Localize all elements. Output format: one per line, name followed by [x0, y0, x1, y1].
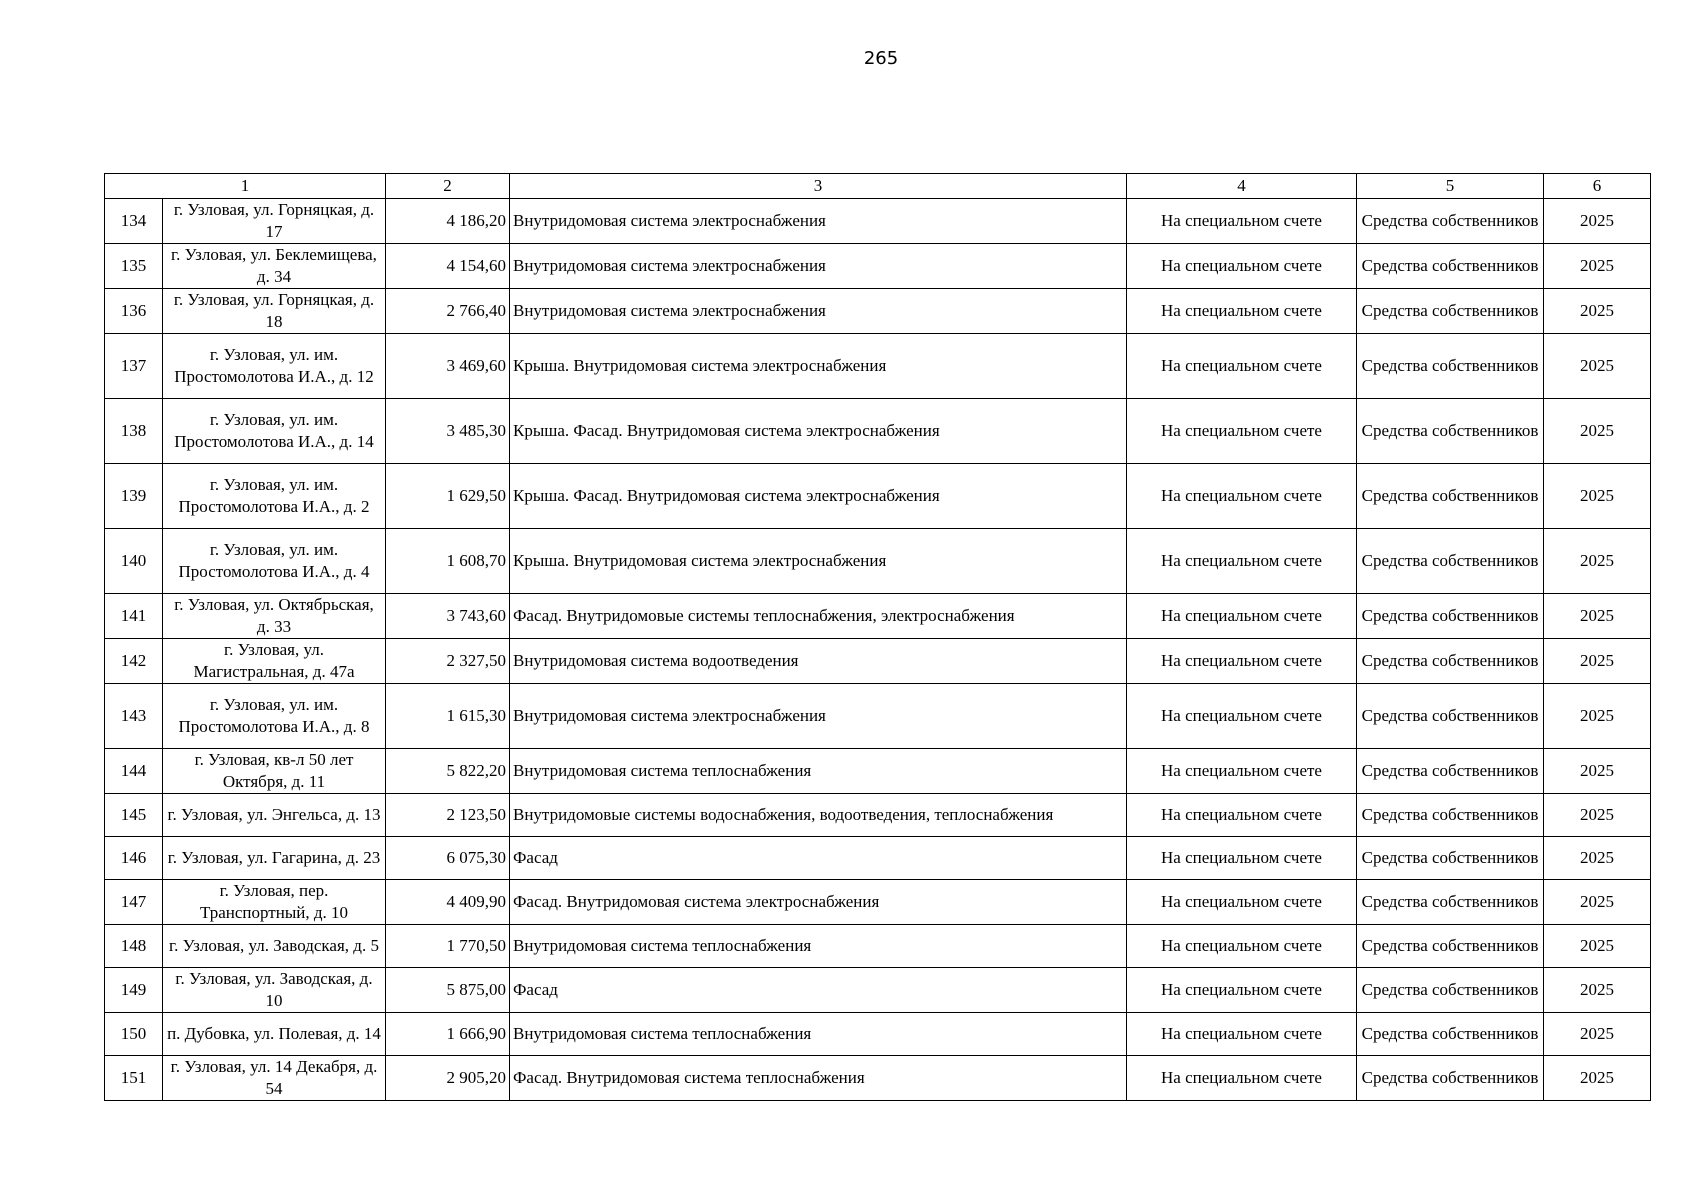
works-cell: Крыша. Внутридомовая система электроснабжения — [510, 334, 1127, 399]
address-cell: г. Узловая, ул. Заводская, д. 10 — [163, 968, 386, 1013]
table-row — [105, 684, 1651, 749]
funding-source-cell: Средства собственников — [1357, 684, 1544, 749]
address-cell: г. Узловая, ул. им. Простомолотова И.А., д. 4 — [163, 529, 386, 594]
works-cell: Внутридомовая система водоотведения — [510, 639, 1127, 684]
row-number: 150 — [105, 1013, 163, 1056]
funding-source-cell: Средства собственников — [1357, 464, 1544, 529]
year-cell: 2025 — [1544, 1056, 1651, 1101]
fund-method-cell: На специальном счете — [1127, 639, 1357, 684]
funding-source-cell: Средства собственников — [1357, 1056, 1544, 1101]
area-cell: 1 666,90 — [386, 1013, 510, 1056]
row-number: 145 — [105, 794, 163, 837]
funding-source-cell: Средства собственников — [1357, 1013, 1544, 1056]
row-number: 137 — [105, 334, 163, 399]
address-cell: г. Узловая, пер. Транспортный, д. 10 — [163, 880, 386, 925]
address-cell: г. Узловая, кв-л 50 лет Октября, д. 11 — [163, 749, 386, 794]
works-cell: Фасад — [510, 968, 1127, 1013]
funding-source-cell: Средства собственников — [1357, 199, 1544, 244]
area-cell: 5 875,00 — [386, 968, 510, 1013]
area-cell: 3 485,30 — [386, 399, 510, 464]
table-row — [105, 529, 1651, 594]
fund-method-cell: На специальном счете — [1127, 749, 1357, 794]
fund-method-cell: На специальном счете — [1127, 1056, 1357, 1101]
works-cell: Внутридомовая система электроснабжения — [510, 684, 1127, 749]
fund-method-cell: На специальном счете — [1127, 334, 1357, 399]
address-cell: г. Узловая, ул. им. Простомолотова И.А., д. 14 — [163, 399, 386, 464]
table-row — [105, 464, 1651, 529]
table-row — [105, 925, 1651, 968]
table-body — [105, 199, 1651, 1101]
year-cell: 2025 — [1544, 880, 1651, 925]
year-cell: 2025 — [1544, 639, 1651, 684]
table-row — [105, 880, 1651, 925]
area-cell: 6 075,30 — [386, 837, 510, 880]
works-cell: Внутридомовая система теплоснабжения — [510, 925, 1127, 968]
table-row — [105, 837, 1651, 880]
capital-repair-table — [104, 173, 1651, 1101]
fund-method-cell: На специальном счете — [1127, 399, 1357, 464]
fund-method-cell: На специальном счете — [1127, 244, 1357, 289]
table-header — [105, 174, 1651, 199]
area-cell: 2 327,50 — [386, 639, 510, 684]
year-cell: 2025 — [1544, 794, 1651, 837]
address-cell: г. Узловая, ул. им. Простомолотова И.А., д. 8 — [163, 684, 386, 749]
table-row — [105, 639, 1651, 684]
page-number: 265 — [863, 48, 899, 69]
row-number: 135 — [105, 244, 163, 289]
funding-source-cell: Средства собственников — [1357, 639, 1544, 684]
address-cell: г. Узловая, ул. им. Простомолотова И.А., д. 12 — [163, 334, 386, 399]
works-cell: Внутридомовые системы водоснабжения, водоотведения, теплоснабжения — [510, 794, 1127, 837]
fund-method-cell: На специальном счете — [1127, 684, 1357, 749]
address-cell: п. Дубовка, ул. Полевая, д. 14 — [163, 1013, 386, 1056]
table-row — [105, 244, 1651, 289]
table-row — [105, 594, 1651, 639]
works-cell: Фасад — [510, 837, 1127, 880]
row-number: 134 — [105, 199, 163, 244]
table-row — [105, 968, 1651, 1013]
row-number: 147 — [105, 880, 163, 925]
year-cell: 2025 — [1544, 399, 1651, 464]
row-number: 149 — [105, 968, 163, 1013]
address-cell: г. Узловая, ул. Энгельса, д. 13 — [163, 794, 386, 837]
year-cell: 2025 — [1544, 289, 1651, 334]
area-cell: 1 615,30 — [386, 684, 510, 749]
works-cell: Крыша. Фасад. Внутридомовая система электроснабжения — [510, 399, 1127, 464]
address-cell: г. Узловая, ул. им. Простомолотова И.А., д. 2 — [163, 464, 386, 529]
year-cell: 2025 — [1544, 334, 1651, 399]
column-header-6: 6 — [1544, 174, 1651, 199]
year-cell: 2025 — [1544, 925, 1651, 968]
funding-source-cell: Средства собственников — [1357, 968, 1544, 1013]
works-cell: Внутридомовая система теплоснабжения — [510, 1013, 1127, 1056]
fund-method-cell: На специальном счете — [1127, 1013, 1357, 1056]
row-number: 142 — [105, 639, 163, 684]
fund-method-cell: На специальном счете — [1127, 880, 1357, 925]
year-cell: 2025 — [1544, 1013, 1651, 1056]
year-cell: 2025 — [1544, 199, 1651, 244]
row-number: 146 — [105, 837, 163, 880]
area-cell: 1 608,70 — [386, 529, 510, 594]
fund-method-cell: На специальном счете — [1127, 289, 1357, 334]
area-cell: 4 186,20 — [386, 199, 510, 244]
table-row — [105, 334, 1651, 399]
works-cell: Внутридомовая система электроснабжения — [510, 289, 1127, 334]
works-cell: Внутридомовая система электроснабжения — [510, 244, 1127, 289]
area-cell: 3 469,60 — [386, 334, 510, 399]
fund-method-cell: На специальном счете — [1127, 464, 1357, 529]
year-cell: 2025 — [1544, 968, 1651, 1013]
column-header-1: 1 — [105, 174, 386, 199]
row-number: 141 — [105, 594, 163, 639]
year-cell: 2025 — [1544, 749, 1651, 794]
year-cell: 2025 — [1544, 684, 1651, 749]
row-number: 148 — [105, 925, 163, 968]
fund-method-cell: На специальном счете — [1127, 199, 1357, 244]
row-number: 151 — [105, 1056, 163, 1101]
address-cell: г. Узловая, ул. Октябрьская, д. 33 — [163, 594, 386, 639]
row-number: 144 — [105, 749, 163, 794]
funding-source-cell: Средства собственников — [1357, 399, 1544, 464]
works-cell: Внутридомовая система теплоснабжения — [510, 749, 1127, 794]
works-cell: Фасад. Внутридомовые системы теплоснабжения, электроснабжения — [510, 594, 1127, 639]
table-row — [105, 749, 1651, 794]
area-cell: 5 822,20 — [386, 749, 510, 794]
funding-source-cell: Средства собственников — [1357, 334, 1544, 399]
area-cell: 2 905,20 — [386, 1056, 510, 1101]
funding-source-cell: Средства собственников — [1357, 529, 1544, 594]
address-cell: г. Узловая, ул. Беклемищева, д. 34 — [163, 244, 386, 289]
table-row — [105, 794, 1651, 837]
table-row — [105, 1013, 1651, 1056]
row-number: 140 — [105, 529, 163, 594]
funding-source-cell: Средства собственников — [1357, 594, 1544, 639]
area-cell: 2 766,40 — [386, 289, 510, 334]
funding-source-cell: Средства собственников — [1357, 289, 1544, 334]
area-cell: 1 629,50 — [386, 464, 510, 529]
year-cell: 2025 — [1544, 244, 1651, 289]
area-cell: 2 123,50 — [386, 794, 510, 837]
year-cell: 2025 — [1544, 529, 1651, 594]
table-row — [105, 1056, 1651, 1101]
fund-method-cell: На специальном счете — [1127, 794, 1357, 837]
fund-method-cell: На специальном счете — [1127, 529, 1357, 594]
year-cell: 2025 — [1544, 837, 1651, 880]
funding-source-cell: Средства собственников — [1357, 794, 1544, 837]
works-cell: Крыша. Фасад. Внутридомовая система электроснабжения — [510, 464, 1127, 529]
table-row — [105, 199, 1651, 244]
works-cell: Фасад. Внутридомовая система электроснабжения — [510, 880, 1127, 925]
row-number: 143 — [105, 684, 163, 749]
area-cell: 4 409,90 — [386, 880, 510, 925]
funding-source-cell: Средства собственников — [1357, 925, 1544, 968]
fund-method-cell: На специальном счете — [1127, 925, 1357, 968]
works-cell: Крыша. Внутридомовая система электроснабжения — [510, 529, 1127, 594]
column-header-5: 5 — [1357, 174, 1544, 199]
row-number: 136 — [105, 289, 163, 334]
column-header-2: 2 — [386, 174, 510, 199]
fund-method-cell: На специальном счете — [1127, 837, 1357, 880]
row-number: 139 — [105, 464, 163, 529]
column-header-3: 3 — [510, 174, 1127, 199]
year-cell: 2025 — [1544, 464, 1651, 529]
address-cell: г. Узловая, ул. Магистральная, д. 47а — [163, 639, 386, 684]
column-header-4: 4 — [1127, 174, 1357, 199]
address-cell: г. Узловая, ул. 14 Декабря, д. 54 — [163, 1056, 386, 1101]
table-row — [105, 289, 1651, 334]
table-row — [105, 399, 1651, 464]
area-cell: 1 770,50 — [386, 925, 510, 968]
funding-source-cell: Средства собственников — [1357, 749, 1544, 794]
area-cell: 4 154,60 — [386, 244, 510, 289]
funding-source-cell: Средства собственников — [1357, 837, 1544, 880]
header-row — [105, 174, 1651, 199]
address-cell: г. Узловая, ул. Гагарина, д. 23 — [163, 837, 386, 880]
works-cell: Внутридомовая система электроснабжения — [510, 199, 1127, 244]
area-cell: 3 743,60 — [386, 594, 510, 639]
row-number: 138 — [105, 399, 163, 464]
address-cell: г. Узловая, ул. Заводская, д. 5 — [163, 925, 386, 968]
address-cell: г. Узловая, ул. Горняцкая, д. 17 — [163, 199, 386, 244]
address-cell: г. Узловая, ул. Горняцкая, д. 18 — [163, 289, 386, 334]
fund-method-cell: На специальном счете — [1127, 594, 1357, 639]
funding-source-cell: Средства собственников — [1357, 880, 1544, 925]
works-cell: Фасад. Внутридомовая система теплоснабжения — [510, 1056, 1127, 1101]
year-cell: 2025 — [1544, 594, 1651, 639]
fund-method-cell: На специальном счете — [1127, 968, 1357, 1013]
funding-source-cell: Средства собственников — [1357, 244, 1544, 289]
